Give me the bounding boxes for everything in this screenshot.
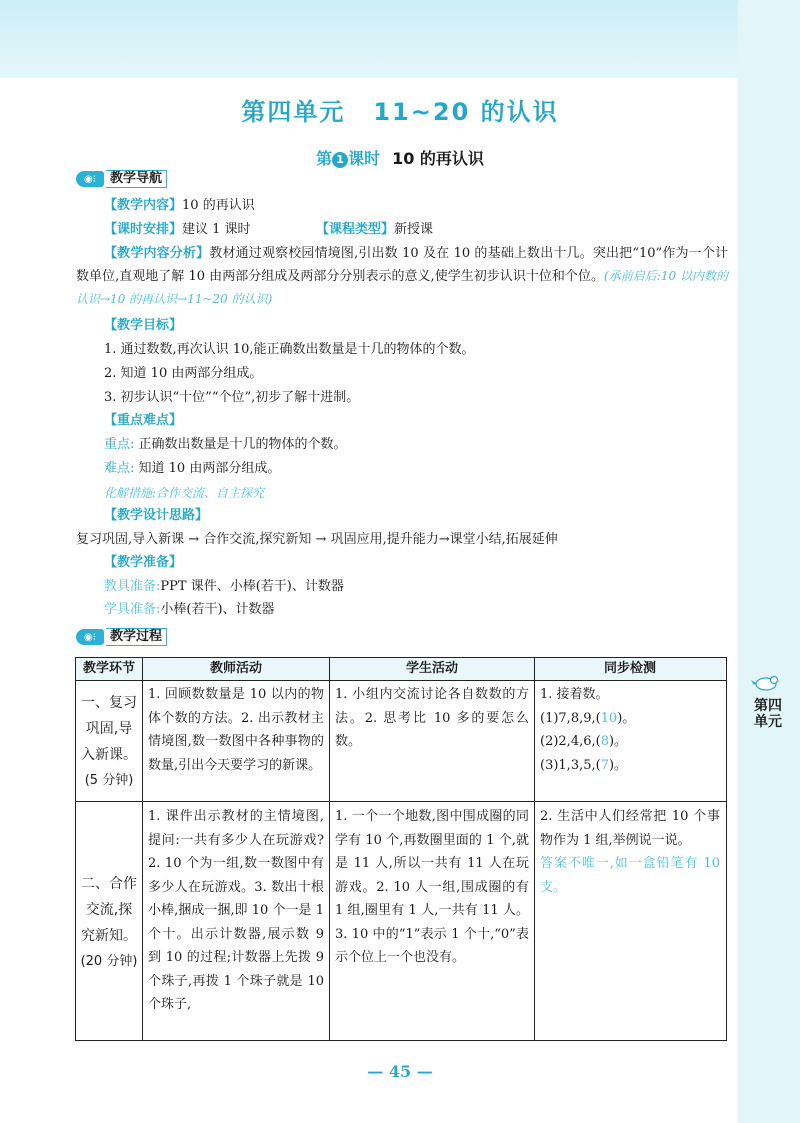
table-row-1-student: 1. 小组内交流讨论各自数数的方法。2. 思考比 10 多的要怎么数。 (335, 687, 529, 749)
bird-icon (750, 672, 780, 692)
table-header-check: 同步检测 (535, 658, 725, 680)
design-label: 【教学设计思路】 (104, 508, 209, 523)
goals-label: 【教学目标】 (104, 318, 183, 333)
table-header-stage: 教学环节 (76, 658, 142, 680)
difficulty: 难点: 知道 10 由两部分组成。 (104, 461, 281, 476)
table-header-teacher: 教师活动 (143, 658, 329, 680)
table-row-1-check: 1. 接着数。 (1)7,8,9,(10)。 (2)2,4,6,(8)。 (3)1,3,5,(7)。 (540, 687, 636, 773)
unit-title: 第四单元 11~20 的认识 (241, 98, 559, 126)
strategy-note: 化解措施:合作交流、自主探究 (104, 486, 265, 500)
table-header-student: 学生活动 (330, 658, 534, 680)
key-point: 重点: 正确数出数量是十几的物体的个数。 (104, 437, 347, 452)
student-tools: 学具准备:小棒(若干)、计数器 (104, 602, 275, 617)
prep-label: 【教学准备】 (104, 555, 183, 570)
teacher-tools: 教具准备:PPT 课件、小棒(若干)、计数器 (104, 579, 344, 594)
side-tab-label: 第四单元 (754, 698, 782, 730)
goal-3: 3. 初步认识“十位”“个位”,初步了解十进制。 (104, 390, 360, 405)
lesson-number-badge: 1 (332, 152, 348, 168)
table-row-2-student: 1. 一个一个地数,图中围成圈的同学有 10 个,再数圈里面的 1 个,就是 11 人,所以一共有 11 人在玩游戏。2. 10 人一组,围成圈的有 1 组,圈里有 1 人,一共有 11 人。3. 10 中的“1”表示 1 个十,“0”表示个位上一个也没有。 (335, 809, 529, 965)
goal-2: 2. 知道 10 由两部分组成。 (104, 366, 263, 381)
lesson-title: 第 1 课时 10 的再认识 (316, 149, 484, 168)
content-line: 【教学内容】10 的再认识 (104, 198, 255, 213)
table-row-2-teacher: 1. 课件出示教材的主情境图,提问:一共有多少人在玩游戏?2. 10 个为一组,数一数图中有多少人在玩游戏。3. 数出十根小棒,捆成一捆,即 10 个一是 1 个十。出示计数器,展示数 9 到 10 的过程;计数器上先拨 9 个珠子,再拨 1 个珠子就是 10 个珠子, (148, 809, 324, 1012)
type-line: 【课程类型】新授课 (316, 222, 434, 237)
table-row-1-stage: 一、复习 巩固,导 入新课。 (5 分钟) (81, 695, 137, 788)
goal-1: 1. 通过数数,再次认识 10,能正确数出数量是十几的物体的个数。 (104, 342, 475, 357)
side-tab (738, 668, 800, 768)
table-row-2-check: 2. 生活中人们经常把 10 个事物作为 1 组,举例说一说。 答案不唯一,如一盒铅笔有 10 支。 (540, 809, 720, 895)
key-label: 【重点难点】 (104, 413, 183, 428)
page-number: — 45 — (367, 1062, 433, 1081)
table-row-2-stage: 二、合作 交流,探 究新知。 (20 分钟) (80, 876, 138, 969)
section-process-heading: ◉⁝ 教学过程 (76, 628, 167, 646)
time-line: 【课时安排】建议 1 课时 (104, 222, 251, 237)
pin-icon: ◉⁝ (76, 629, 104, 645)
design-text: 复习巩固,导入新课 → 合作交流,探究新知 → 巩固应用,提升能力→课堂小结,拓展延伸 (76, 532, 558, 547)
pin-icon: ◉⁝ (76, 171, 104, 187)
analysis-paragraph: 【教学内容分析】教材通过观察校园情境图,引出数 10 及在 10 的基础上数出十几。突出把“10”作为一个计数单位,直观地了解 10 由两部分组成及两部分分别表示的意义,使学生初步认识十位和个位。(承前启后:10 以内数的认识→10 的再认识→11~20 的认识) (76, 246, 729, 306)
section-guide-heading: ◉⁝ 教学导航 (76, 170, 167, 188)
table-row-1-teacher: 1. 回顾数数量是 10 以内的物体个数的方法。2. 出示教材主情境图,数一数图中各种事物的数量,引出今天要学习的新课。 (148, 687, 324, 773)
header-band (0, 0, 800, 78)
process-table (75, 657, 727, 1041)
